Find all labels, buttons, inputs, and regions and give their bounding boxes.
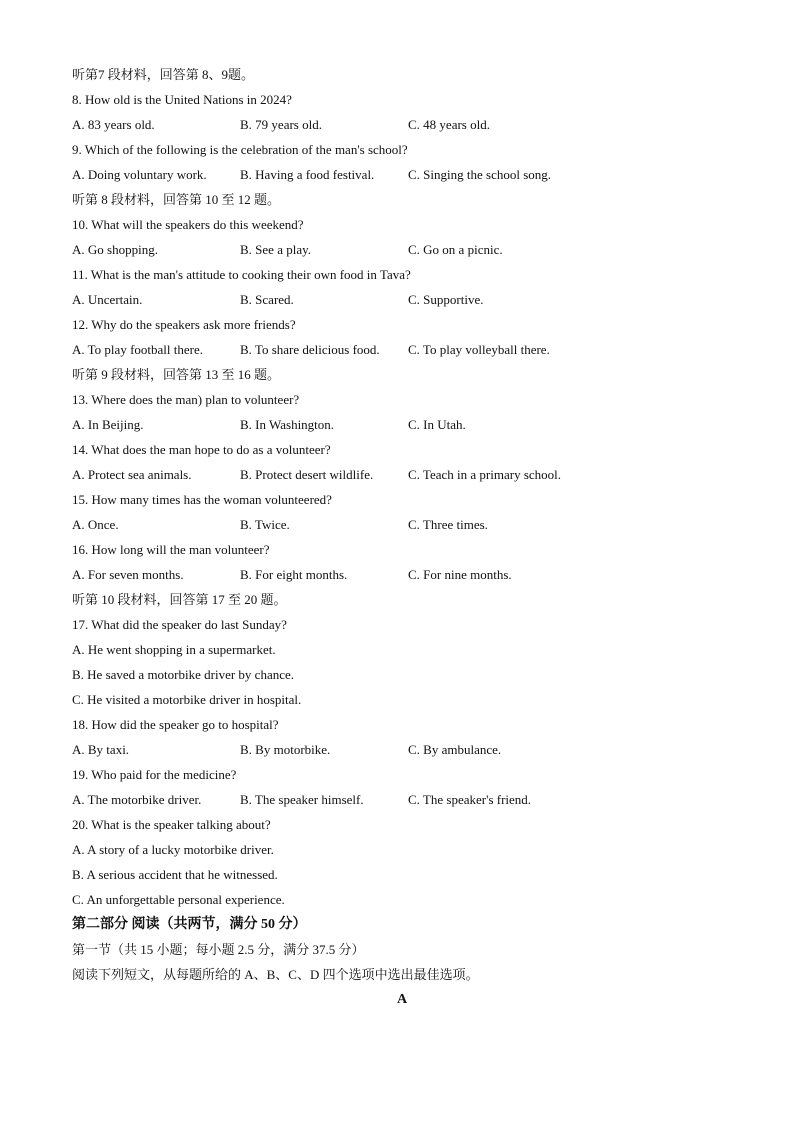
section-header-10: 听第 10 段材料，回答第 17 至 20 题。: [72, 592, 287, 607]
option-15-c: C. Three times.: [408, 517, 488, 532]
option-18-a: A. By taxi.: [72, 742, 130, 757]
section-header-9: 听第 9 段材料，回答第 13 至 16 题。: [72, 367, 281, 382]
question-20: 20. What is the speaker talking about?: [72, 817, 271, 832]
option-14-c: C. Teach in a primary school.: [408, 467, 562, 482]
option-11-b: B. Scared.: [240, 292, 294, 307]
option-20-a: A. A story of a lucky motorbike driver.: [72, 842, 274, 857]
option-12-c: C. To play volleyball there.: [408, 342, 550, 357]
section-header-8: 听第 8 段材料，回答第 10 至 12 题。: [72, 192, 281, 207]
option-15-a: A. Once.: [72, 517, 119, 532]
part-two-instruction: 阅读下列短文，从每题所给的 A、B、C、D 四个选项中选出最佳选项。: [72, 967, 479, 982]
question-18: 18. How did the speaker go to hospital?: [72, 717, 279, 732]
option-10-c: C. Go on a picnic.: [408, 242, 503, 257]
options-10: [72, 237, 732, 262]
question-10: 10. What will the speakers do this weekend?: [72, 217, 304, 232]
option-9-b: B. Having a food festival.: [240, 167, 375, 182]
option-18-b: B. By motorbike.: [240, 742, 331, 757]
option-8-a: A. 83 years old.: [72, 117, 155, 132]
option-13-c: C. In Utah.: [408, 417, 466, 432]
option-16-c: C. For nine months.: [408, 567, 512, 582]
option-11-a: A. Uncertain.: [72, 292, 143, 307]
passage-label: A: [396, 992, 408, 1007]
option-11-c: C. Supportive.: [408, 292, 484, 307]
option-20-b: B. A serious accident that he witnessed.: [72, 867, 278, 882]
part-two-section-one: 第一节（共 15 小题；每小题 2.5 分，满分 37.5 分）: [72, 942, 365, 957]
option-19-c: C. The speaker's friend.: [408, 792, 532, 807]
option-10-b: B. See a play.: [240, 242, 311, 257]
option-18-c: C. By ambulance.: [408, 742, 502, 757]
exam-page: [72, 62, 732, 1012]
options-11: [72, 287, 732, 312]
option-17-b: B. He saved a motorbike driver by chance.: [72, 667, 295, 682]
option-19-b: B. The speaker himself.: [240, 792, 364, 807]
options-19: [72, 787, 732, 812]
option-16-b: B. For eight months.: [240, 567, 348, 582]
option-14-b: B. Protect desert wildlife.: [240, 467, 374, 482]
question-14: 14. What does the man hope to do as a volunteer?: [72, 442, 331, 457]
options-14: [72, 462, 732, 487]
option-17-c: C. He visited a motorbike driver in hospital.: [72, 692, 302, 707]
part-two-title: 第二部分 阅读（共两节，满分 50 分）: [72, 917, 307, 932]
options-18: [72, 737, 732, 762]
option-10-a: A. Go shopping.: [72, 242, 158, 257]
question-13: 13. Where does the man) plan to volunteer?: [72, 392, 300, 407]
option-14-a: A. Protect sea animals.: [72, 467, 192, 482]
options-12: [72, 337, 732, 362]
option-13-a: A. In Beijing.: [72, 417, 144, 432]
question-19: 19. Who paid for the medicine?: [72, 767, 237, 782]
question-9: 9. Which of the following is the celebration of the man's school?: [72, 142, 408, 157]
options-13: [72, 412, 732, 437]
option-19-a: A. The motorbike driver.: [72, 792, 202, 807]
options-9: [72, 162, 732, 187]
question-8: 8. How old is the United Nations in 2024?: [72, 92, 292, 107]
question-16: 16. How long will the man volunteer?: [72, 542, 270, 557]
option-13-b: B. In Washington.: [240, 417, 335, 432]
question-11: 11. What is the man's attitude to cooking their own food in Tava?: [72, 267, 411, 282]
option-16-a: A. For seven months.: [72, 567, 184, 582]
options-16: [72, 562, 732, 587]
option-15-b: B. Twice.: [240, 517, 290, 532]
question-17: 17. What did the speaker do last Sunday?: [72, 617, 287, 632]
option-8-b: B. 79 years old.: [240, 117, 322, 132]
option-8-c: C. 48 years old.: [408, 117, 490, 132]
option-20-c: C. An unforgettable personal experience.: [72, 892, 285, 907]
option-12-b: B. To share delicious food.: [240, 342, 380, 357]
section-header-7: 听第7 段材料，回答第 8、9题。: [72, 67, 255, 82]
options-15: [72, 512, 732, 537]
option-9-c: C. Singing the school song.: [408, 167, 552, 182]
question-15: 15. How many times has the woman volunteered?: [72, 492, 332, 507]
option-12-a: A. To play football there.: [72, 342, 203, 357]
question-12: 12. Why do the speakers ask more friends?: [72, 317, 296, 332]
option-17-a: A. He went shopping in a supermarket.: [72, 642, 276, 657]
option-9-a: A. Doing voluntary work.: [72, 167, 207, 182]
options-8: [72, 112, 732, 137]
